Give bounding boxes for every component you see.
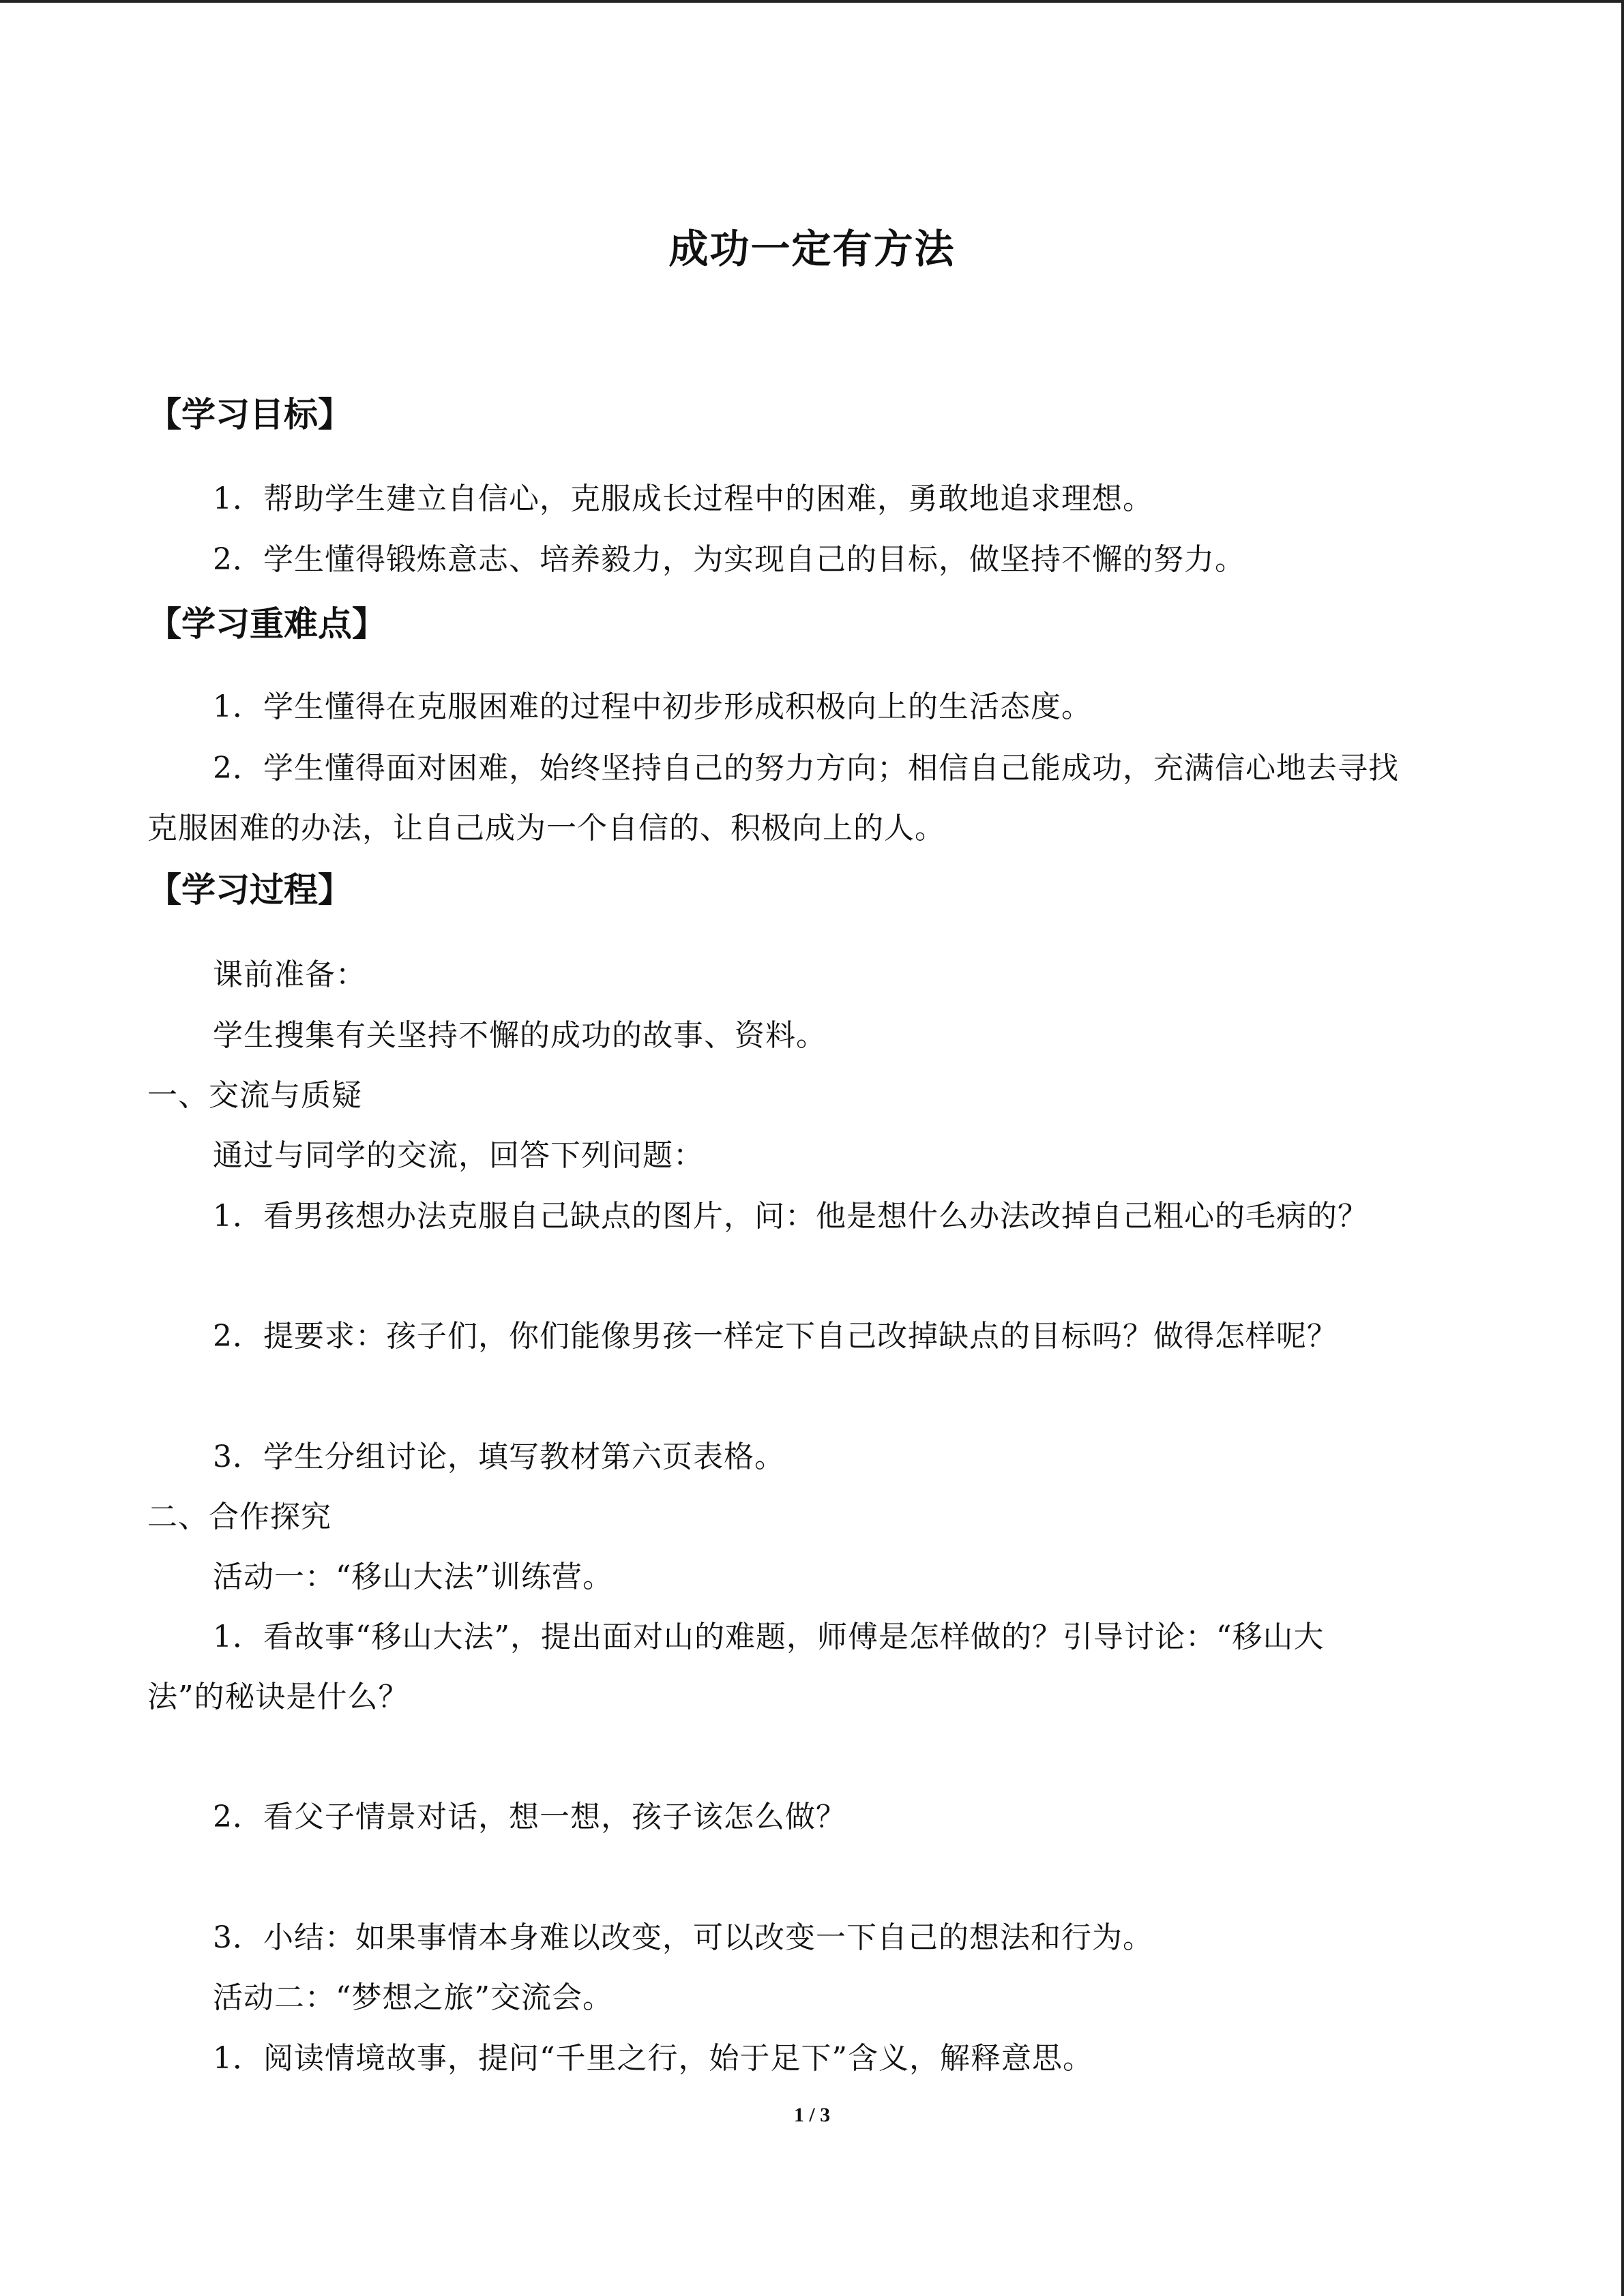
activity-1-item-1-line-1: 1．看故事“移山大法”，提出面对山的难题，师傅是怎样做的？引导讨论：“移山大 (213, 1620, 1325, 1654)
heading-objectives: 【学习目标】 (147, 395, 352, 434)
activity-2-item-1: 1．阅读情境故事，提问“千里之行，始于足下”含义，解释意思。 (213, 2041, 1093, 2076)
key-point-item-1: 1．学生懂得在克服困难的过程中初步形成积极向上的生活态度。 (213, 689, 1092, 724)
page-number: 1 / 3 (793, 2104, 831, 2126)
part1-question-1: 1．看男孩想办法克服自己缺点的图片，问：他是想什么办法改掉自己粗心的毛病的？ (213, 1199, 1368, 1234)
part1-question-3: 3．学生分组讨论，填写教材第六页表格。 (213, 1440, 785, 1474)
prep-text: 学生搜集有关坚持不懈的成功的故事、资料。 (213, 1018, 827, 1053)
heading-process: 【学习过程】 (147, 870, 352, 910)
part1-question-2: 2．提要求：孩子们，你们能像男孩一样定下自己改掉缺点的目标吗？做得怎样呢？ (213, 1319, 1338, 1354)
page-border-right (1621, 0, 1624, 2296)
activity-1-item-2: 2．看父子情景对话，想一想，孩子该怎么做？ (213, 1800, 846, 1834)
activity-1-title: 活动一：“移山大法”训练营。 (213, 1560, 613, 1594)
activity-2-title: 活动二：“梦想之旅”交流会。 (213, 1980, 613, 2015)
key-point-item-2-line-1: 2．学生懂得面对困难，始终坚持自己的努力方向；相信自己能成功，充满信心地去寻找 (213, 751, 1399, 786)
part1-intro: 通过与同学的交流，回答下列问题： (213, 1138, 704, 1173)
prep-label: 课前准备： (213, 957, 366, 992)
document-title: 成功一定有方法 (668, 226, 956, 272)
activity-1-item-3: 3．小结：如果事情本身难以改变，可以改变一下自己的想法和行为。 (213, 1920, 1153, 1955)
activity-1-item-1-line-2: 法”的秘诀是什么？ (147, 1680, 409, 1714)
objective-item-1: 1．帮助学生建立自信心，克服成长过程中的困难，勇敢地追求理想。 (213, 481, 1153, 516)
part1-heading: 一、交流与质疑 (147, 1078, 362, 1113)
objective-item-2: 2．学生懂得锻炼意志、培养毅力，为实现自己的目标，做坚持不懈的努力。 (213, 542, 1245, 577)
key-point-item-2-line-2: 克服困难的办法，让自己成为一个自信的、积极向上的人。 (147, 811, 945, 846)
part2-heading: 二、合作探究 (147, 1500, 331, 1534)
heading-key-points: 【学习重难点】 (147, 604, 386, 644)
page-border-top (0, 0, 1624, 3)
